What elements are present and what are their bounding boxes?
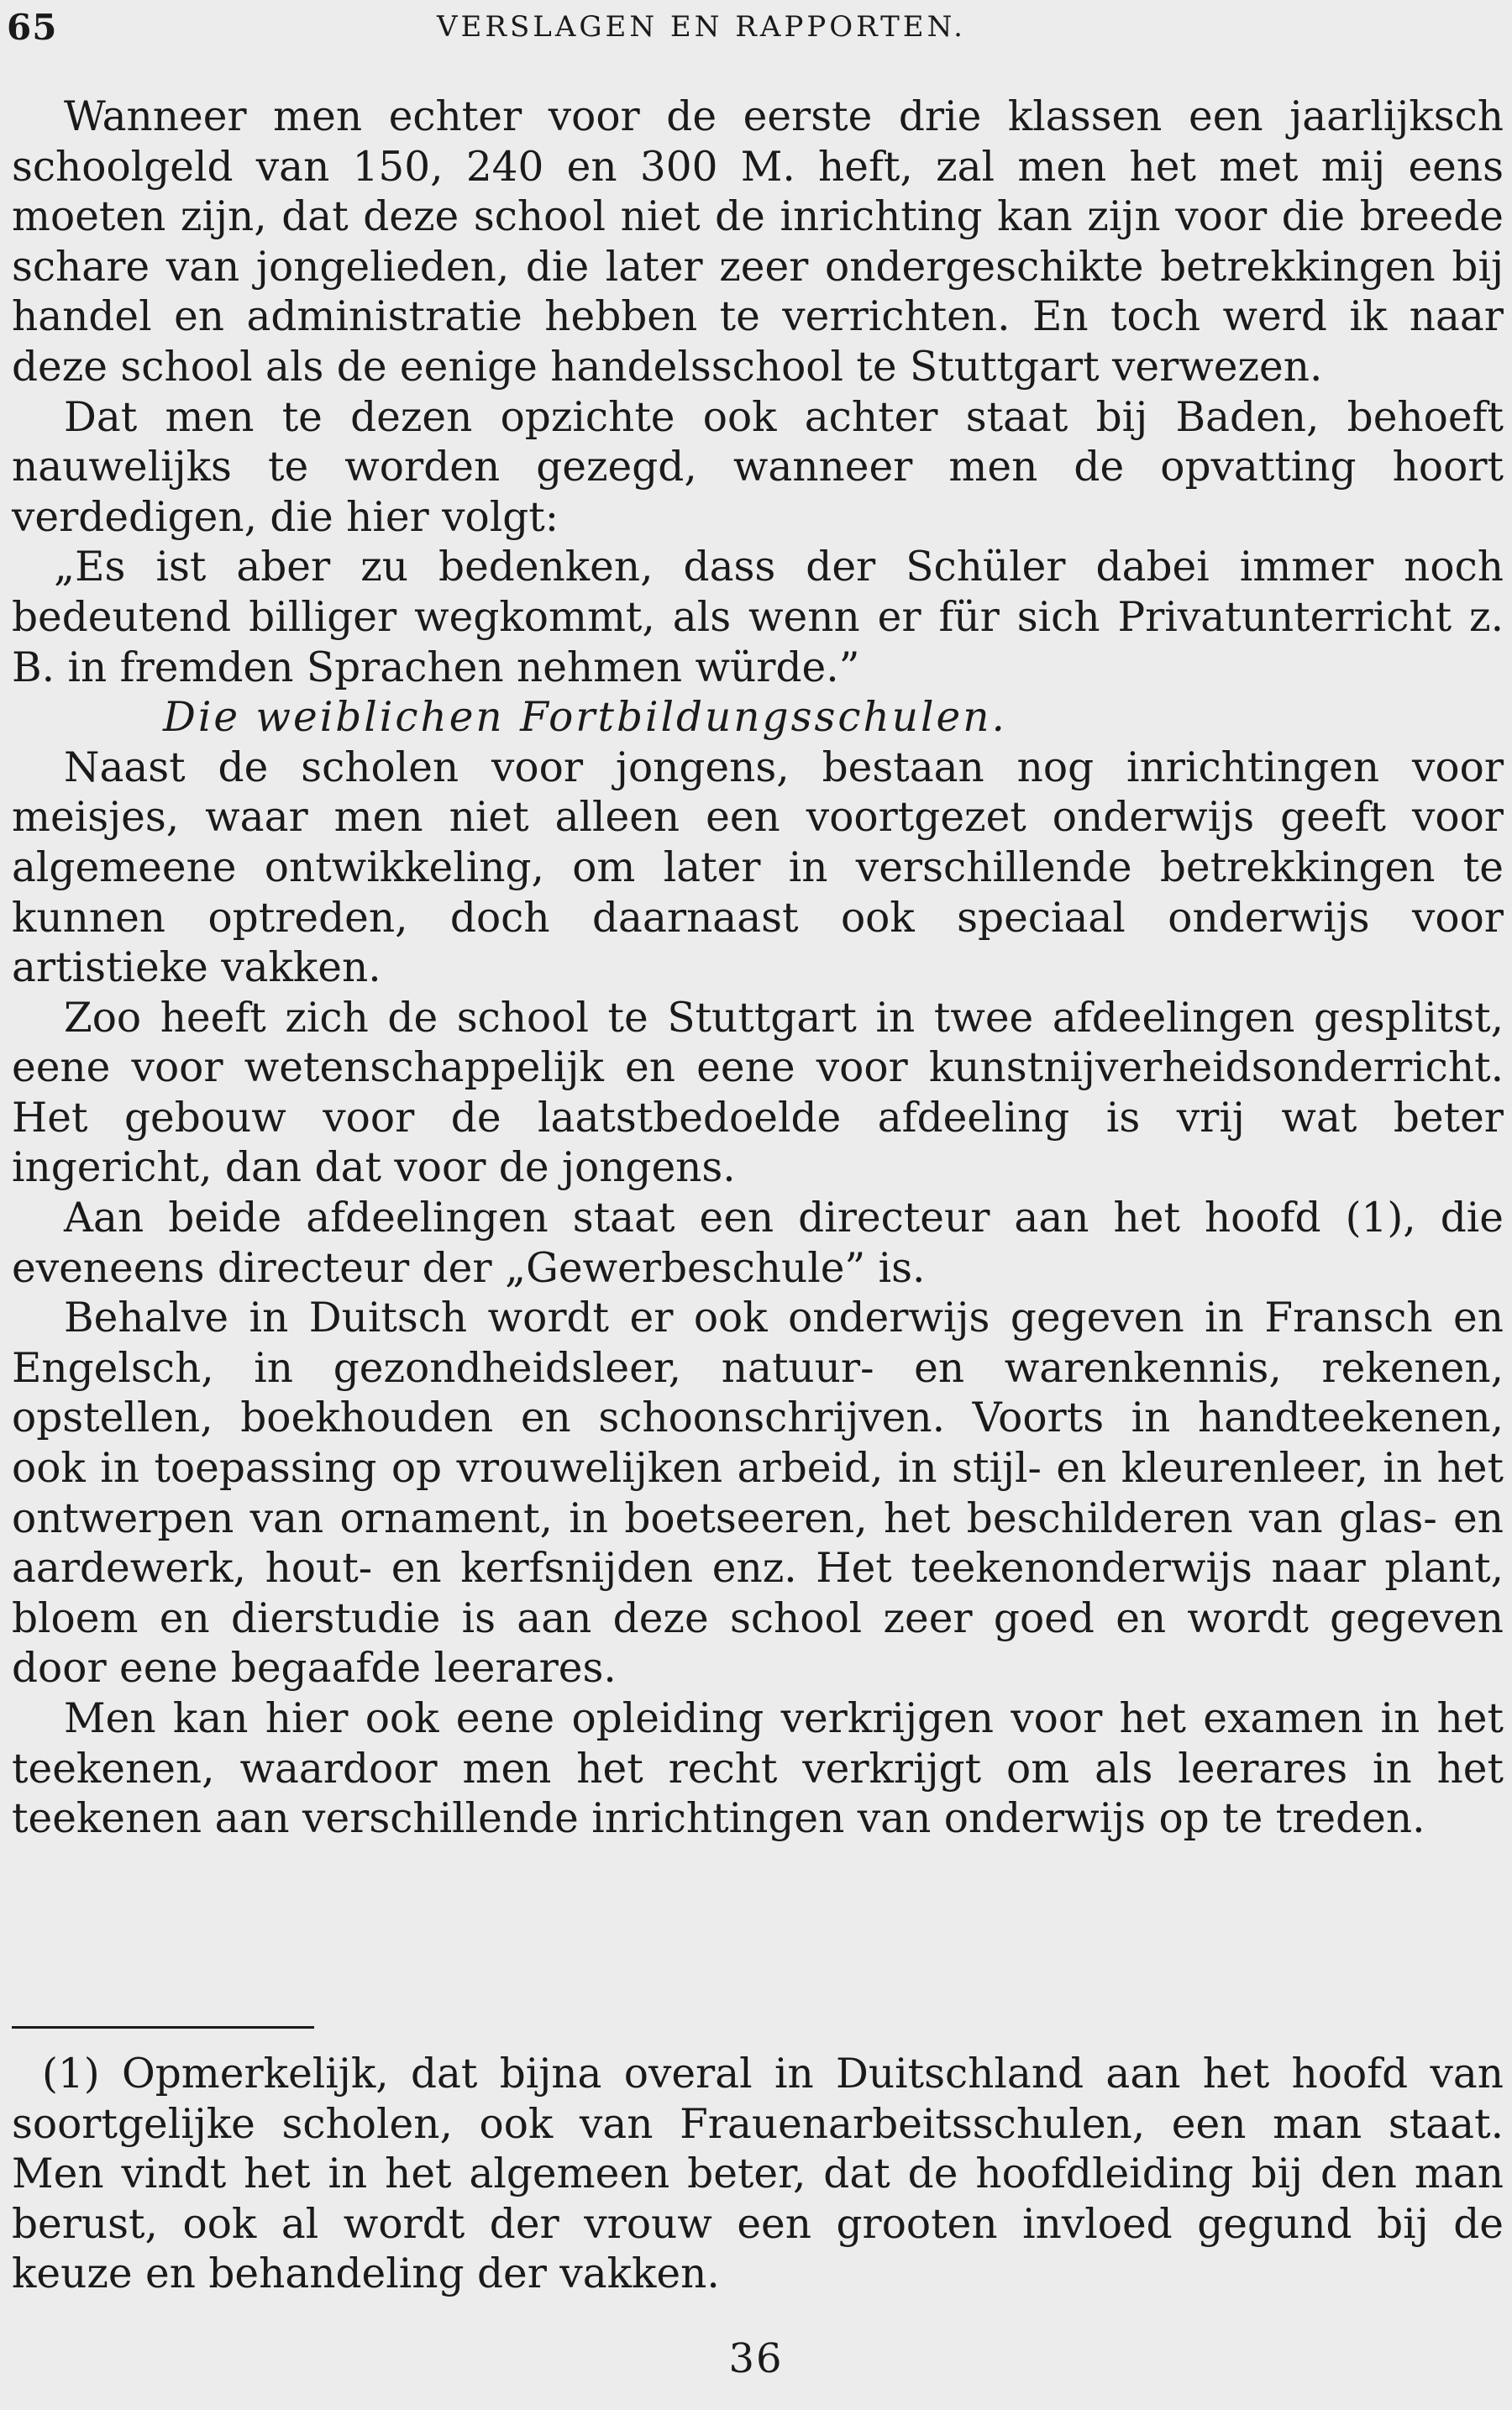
paragraph-baden: Dat men te dezen opzichte ook achter staat bij Baden, behoeft nauwelijks te worden gezegd, wanneer men de opvatting hoort verdedigen, die hier volgt: [12,393,1504,541]
paragraph-afdeelingen: Zoo heeft zich de school te Stuttgart in twee afdeelingen gesplitst, eene voor wetenschappelijk en eene voor kunstnijverheidsonderricht. Het gebouw voor de laatstbedoelde afdeeling is vrij wat beter ingericht, dan dat voor de jongens. [12,994,1504,1192]
paragraph-directeur: Aan beide afdeelingen staat een directeur aan het hoofd (1), die eveneens directeur der „Gewerbeschule” is. [12,1194,1504,1292]
footer-page-number: 36 [728,2335,784,2382]
body-text [12,92,1504,1845]
header-page-number: 65 [7,7,58,48]
paragraph-meisjes: Naast de scholen voor jongens, bestaan nog inrichtingen voor meisjes, waar men niet alleen een voortgezet onderwijs geeft voor algemeene ontwikkeling, om later in verschillende betrekkingen te kunnen optreden, doch daarnaast ook speciaal onderwijs voor artistieke vakken. [12,743,1504,992]
section-heading: Die weiblichen Fortbildungsschulen. [163,694,1007,742]
footnote-divider [12,2026,314,2029]
header-title: VERSLAGEN EN RAPPORTEN. [437,10,966,44]
paragraph-examen: Men kan hier ook eene opleiding verkrijgen voor het examen in het teekenen, waardoor men het recht verkrijgt om als leerares in het teekenen aan verschillende inrichtingen van onderwijs op te treden. [12,1695,1504,1843]
quotation-paragraph: „Es ist aber zu bedenken, dass der Schüler dabei immer noch bedeutend billiger wegkommt, als wenn er für sich Privatunterricht z. B. in fremden Sprachen nehmen würde.” [12,543,1504,691]
paragraph-onderwijs: Behalve in Duitsch wordt er ook onderwijs gegeven in Fransch en Engelsch, in gezondheidsleer, natuur- en warenkennis, rekenen, opstellen, boekhouden en schoonschrijven. Voorts in handteekenen, ook in toepassing op vrouwelijken arbeid, in stijl- en kleurenleer, in het ontwerpen van ornament, in boetseeren, het beschilderen van glas- en aardewerk, hout- en kerfsnijden enz. Het teekenonderwijs naar plant, bloem en dierstudie is aan deze school zeer goed en wordt gegeven door eene begaafde leerares. [12,1294,1504,1693]
footnote: (1) Opmerkelijk, dat bijna overal in Duitschland aan het hoofd van soortgelijke scholen, ook van Frauenarbeitsschulen, een man staat. Men vindt het in het algemeen beter, dat de hoofdleiding bij den man berust, ook al wordt der vrouw een grooten invloed gegund bij de keuze en behandeling der vakken. [12,2050,1504,2298]
paragraph-schoolgeld: Wanneer men echter voor de eerste drie klassen een jaarlijksch schoolgeld van 150, 240 en 300 M. heft, zal men het met mij eens moeten zijn, dat deze school niet de inrichting kan zijn voor die breede schare van jongelieden, die later zeer ondergeschikte betrekkingen bij handel en administratie hebben te verrichten. En toch werd ik naar deze school als de eenige handelsschool te Stuttgart verwezen. [12,93,1504,391]
running-head [0,7,1512,49]
